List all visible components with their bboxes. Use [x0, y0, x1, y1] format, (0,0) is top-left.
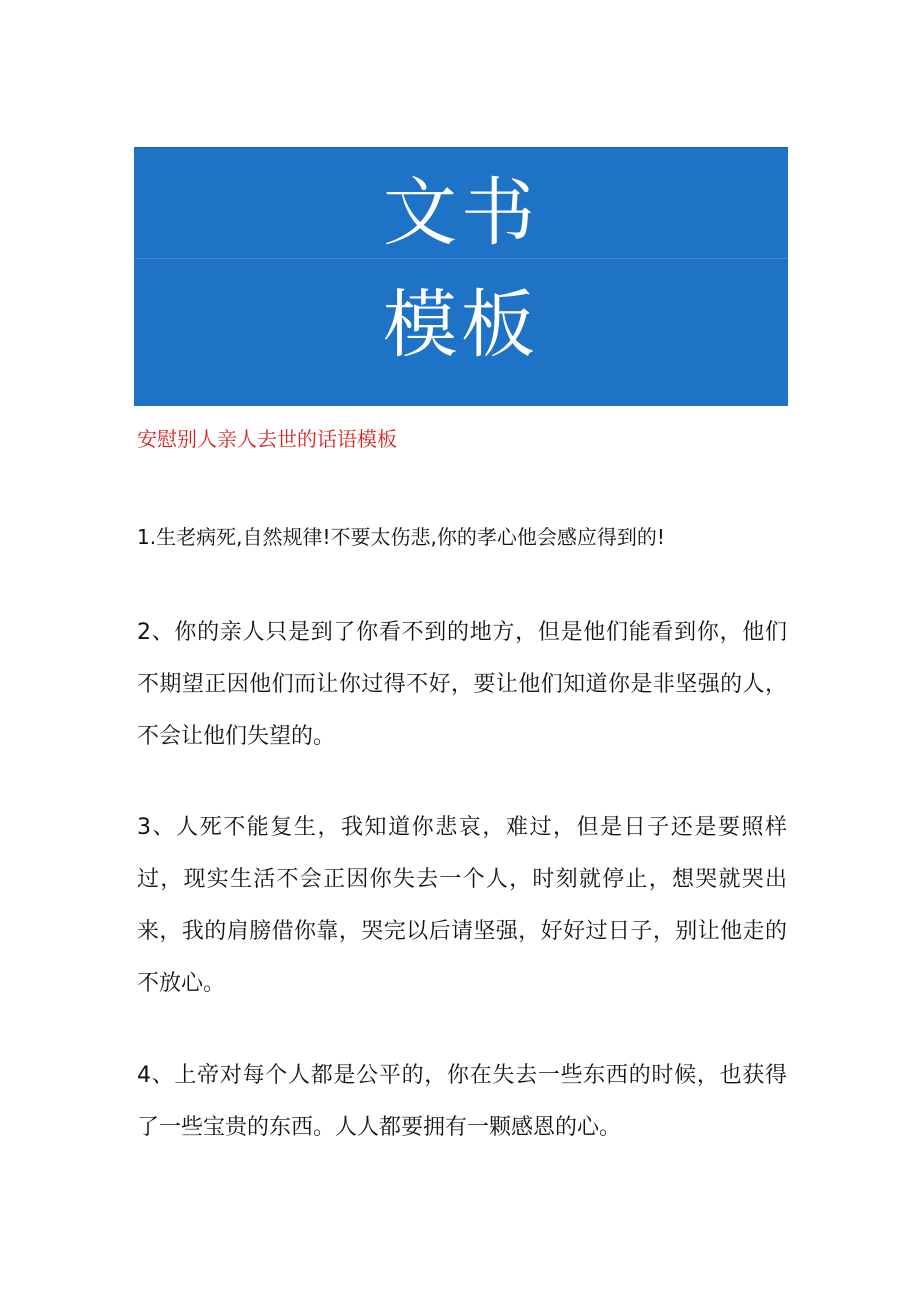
document-title: 安慰别人亲人去世的话语模板 [137, 427, 397, 451]
banner-title-line-2: 模板 [383, 282, 539, 368]
paragraph-item-4: 4、上帝对每个人都是公平的，你在失去一些东西的时候，也获得了一些宝贵的东西。人人都要拥有一颗感恩的心。 [137, 1063, 787, 1140]
banner-divider [134, 258, 788, 259]
banner-title-line-1: 文书 [383, 170, 539, 256]
title-banner [134, 147, 788, 406]
paragraph-item-1: 1.生老病死,自然规律!不要太伤悲,你的孝心他会感应得到的! [137, 525, 665, 549]
paragraph-item-3: 3、人死不能复生，我知道你悲哀，难过，但是日子还是要照样过，现实生活不会正因你失去一个人，时刻就停止，想哭就哭出来，我的肩膀借你靠，哭完以后请坚强，好好过日子，别让他走的不放心。 [137, 815, 787, 996]
paragraph-item-2: 2、你的亲人只是到了你看不到的地方，但是他们能看到你，他们不期望正因他们而让你过得不好，要让他们知道你是非坚强的人，不会让他们失望的。 [137, 620, 787, 749]
